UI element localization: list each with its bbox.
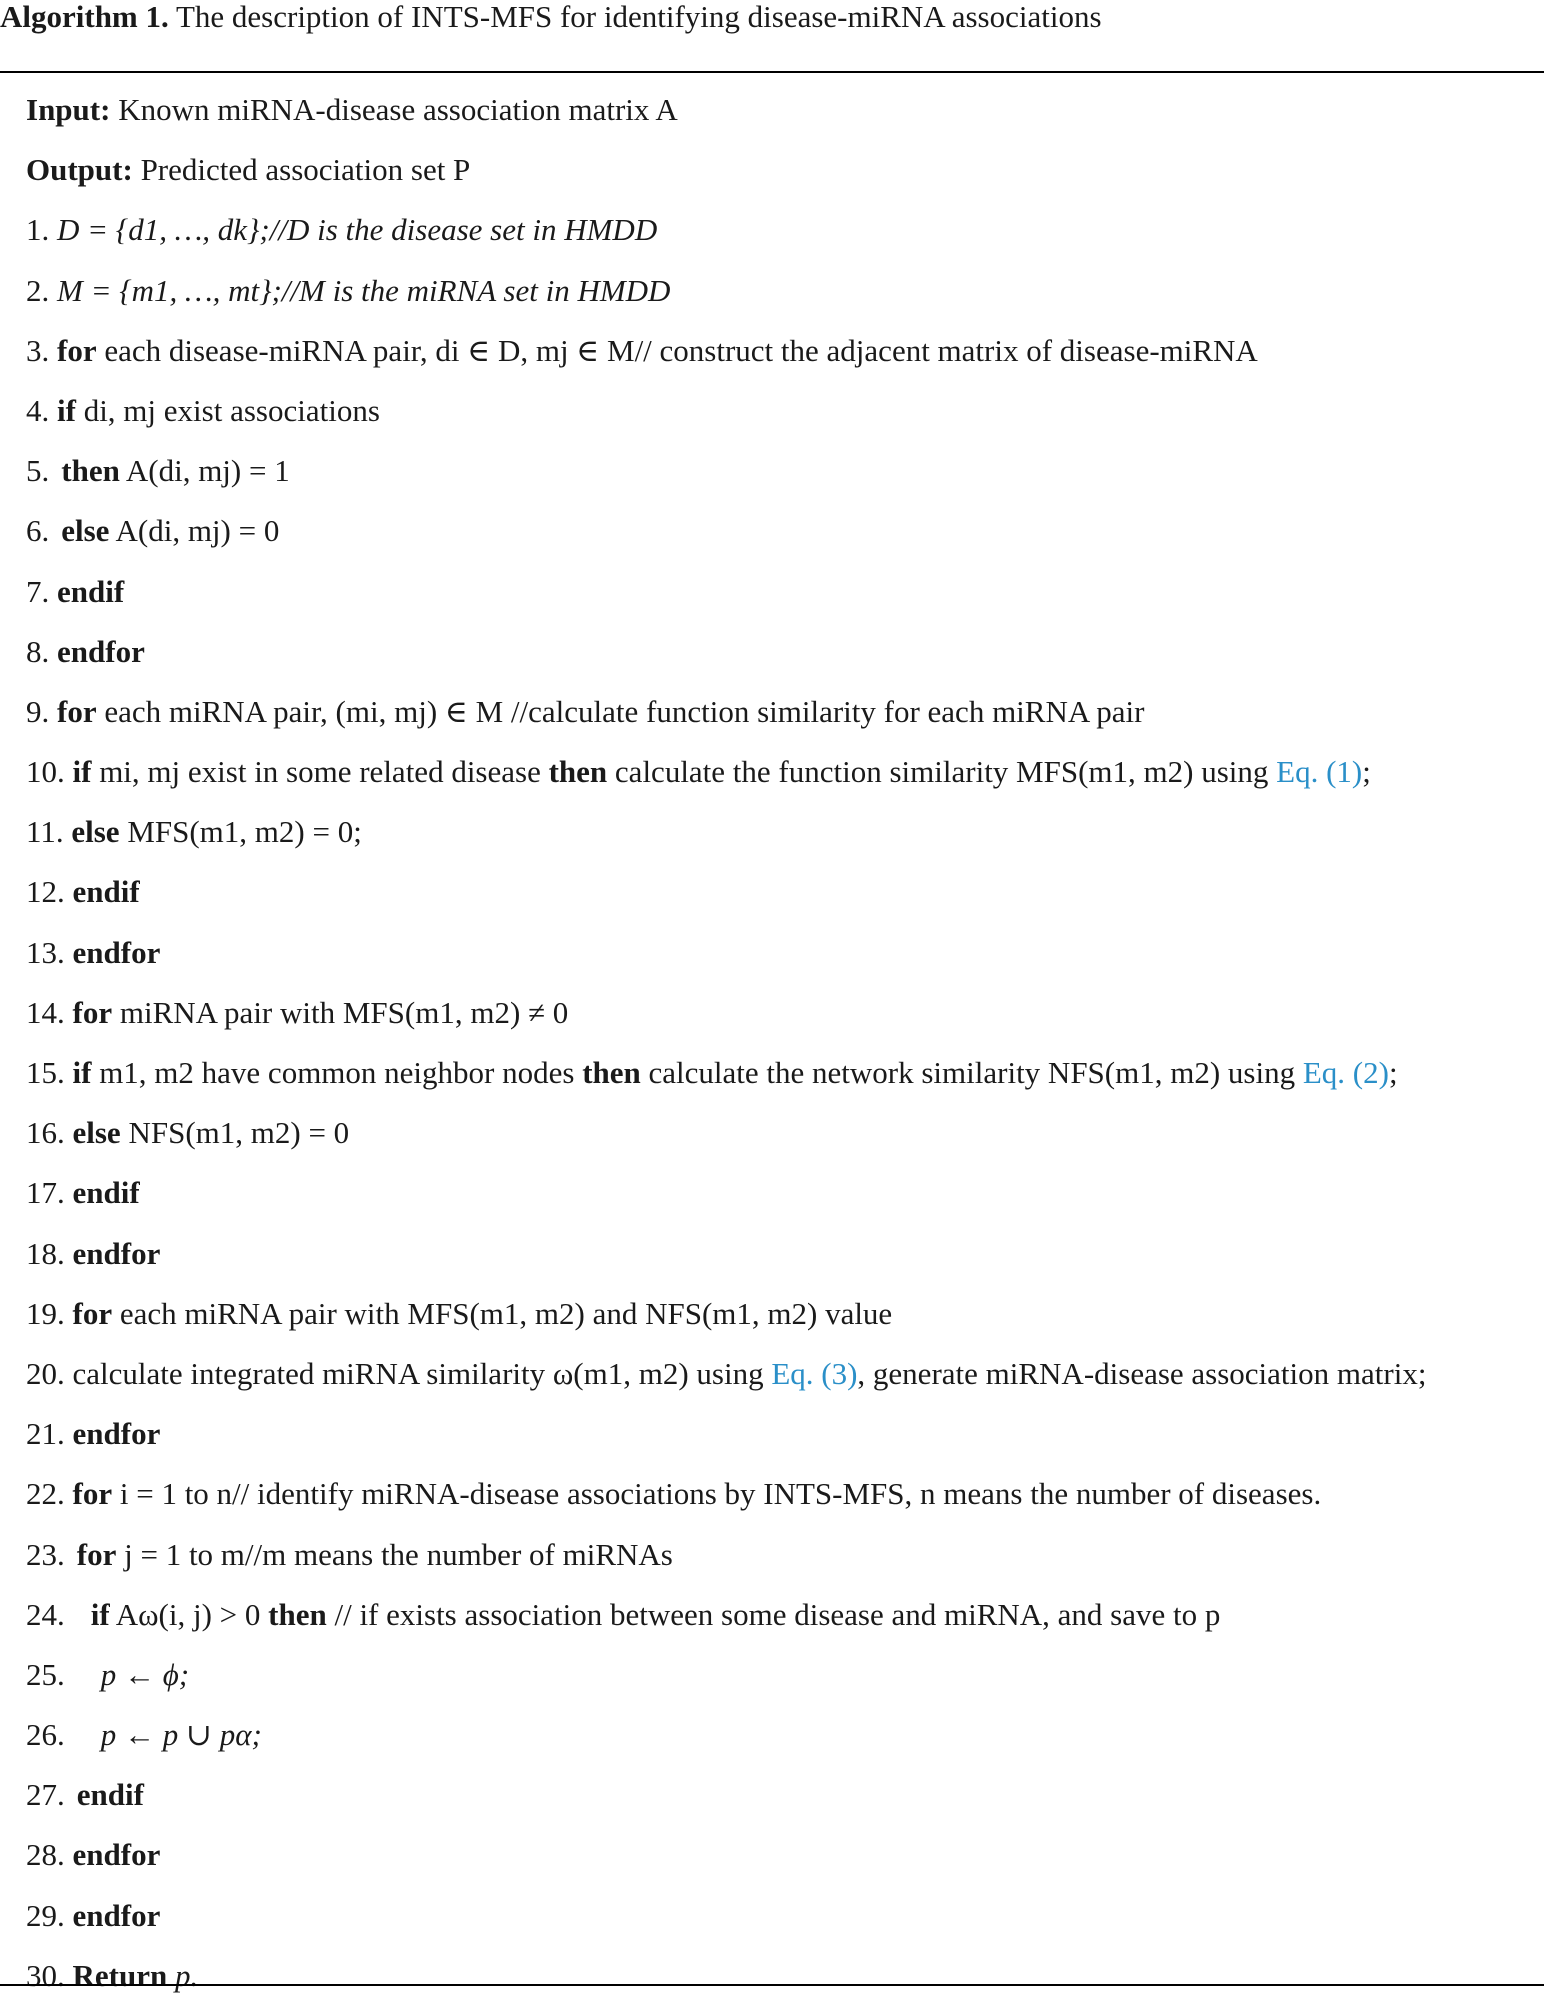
- text-text: M = {m1, …, mt};//M is the miRNA set in HMDD: [57, 272, 671, 308]
- text-num: 11.: [26, 814, 64, 850]
- text-num: 6.: [26, 513, 50, 549]
- step-13: [26, 923, 1544, 983]
- text-text: MFS(m1, m2) = 0;: [127, 814, 362, 850]
- step-2: [26, 261, 1544, 321]
- text-text: each disease-miRNA pair, di ∈ D, mj ∈ M// construct the adjacent matrix of disease-miRNA: [104, 332, 1258, 368]
- step-17: [26, 1163, 1544, 1223]
- text-text: i = 1 to n// identify miRNA-disease associations by INTS-MFS, n means the number of diseases.: [119, 1476, 1322, 1512]
- text-tail: ;: [1362, 754, 1371, 790]
- step-12: [26, 862, 1544, 922]
- text-kw: endfor: [72, 934, 161, 970]
- text-text: p ← p ∪ pα;: [100, 1717, 262, 1753]
- step-20: [26, 1344, 1544, 1404]
- text-num: 10.: [26, 754, 65, 790]
- text-kw: if: [72, 1055, 92, 1090]
- text-num: 8.: [26, 633, 50, 669]
- text-kw: else: [61, 513, 110, 549]
- step-24: [26, 1585, 1544, 1645]
- text-text: D = {d1, …, dk};//D is the disease set in HMDD: [57, 212, 658, 248]
- text-num: 26.: [26, 1717, 65, 1753]
- eq-2-link[interactable]: Eq. (2): [1302, 1055, 1389, 1090]
- text-tail: ;: [1388, 1055, 1398, 1090]
- text-num: 14.: [26, 994, 65, 1030]
- text-text: di, mj exist associations: [83, 392, 380, 428]
- step-16: [26, 1103, 1544, 1163]
- step-11: [26, 802, 1544, 862]
- caption-label: Algorithm 1.: [0, 0, 169, 34]
- text-num: 24.: [26, 1596, 65, 1632]
- text-num: 27.: [26, 1777, 65, 1813]
- text-output-text: Predicted association set P: [140, 152, 471, 188]
- top-rule: [0, 71, 1544, 73]
- step-1: [26, 200, 1544, 260]
- text-text-b: // if exists association between some disease and miRNA, and save to p: [334, 1596, 1221, 1632]
- text-text: each miRNA pair, (mi, mj) ∈ M //calculate function similarity for each miRNA pair: [104, 693, 1145, 729]
- text-num: 30.: [26, 1957, 65, 1993]
- caption-text: The description of INTS-MFS for identifying disease-miRNA associations: [175, 0, 1102, 34]
- input-line: [26, 80, 1544, 140]
- step-14: [26, 983, 1544, 1043]
- bottom-rule: [0, 1984, 1544, 1986]
- step-8: [26, 622, 1544, 682]
- text-kw: endfor: [57, 633, 145, 669]
- step-25: [26, 1645, 1544, 1705]
- text-kw: endfor: [72, 1897, 161, 1933]
- text-kw: endfor: [72, 1235, 161, 1271]
- text-input-label: Input:: [26, 92, 111, 127]
- algorithm-body: [26, 80, 1544, 2006]
- text-kw: for: [76, 1536, 117, 1572]
- text-text-b: calculate the function similarity MFS(m1, m2) using: [614, 754, 1269, 790]
- text-kw: else: [71, 814, 120, 850]
- step-19: [26, 1284, 1544, 1344]
- text-num: 13.: [26, 934, 65, 970]
- text-num: 20.: [26, 1355, 65, 1391]
- text-kw: endfor: [72, 1837, 161, 1873]
- step-9: [26, 682, 1544, 742]
- text-num: 23.: [26, 1536, 65, 1572]
- eq-3-link[interactable]: Eq. (3): [771, 1355, 858, 1391]
- step-10: [26, 742, 1544, 802]
- text-text-b: calculate the network similarity NFS(m1, m2) using: [648, 1055, 1296, 1090]
- text-kw: else: [72, 1115, 121, 1151]
- text-num: 1.: [26, 212, 50, 248]
- text-num: 9.: [26, 693, 50, 729]
- text-text: j = 1 to m//m means the number of miRNAs: [124, 1536, 673, 1572]
- step-22: [26, 1464, 1544, 1524]
- text-kw2: then: [268, 1596, 327, 1632]
- text-output-label: Output:: [26, 152, 133, 188]
- step-29: [26, 1886, 1544, 1946]
- text-kw: for: [57, 332, 97, 368]
- text-kw: for: [72, 994, 113, 1030]
- text-num: 18.: [26, 1235, 65, 1271]
- text-num: 5.: [26, 453, 50, 489]
- text-kw: endif: [72, 1175, 140, 1211]
- text-kw: endif: [72, 874, 140, 910]
- step-23: [26, 1525, 1544, 1585]
- text-num: 21.: [26, 1416, 65, 1452]
- text-kw: if: [90, 1596, 110, 1632]
- step-28: [26, 1825, 1544, 1885]
- text-num: 2.: [26, 272, 50, 308]
- step-30: [26, 1946, 1544, 2006]
- text-text: p.: [174, 1957, 199, 1993]
- text-kw: endif: [76, 1777, 144, 1813]
- text-tail: , generate miRNA-disease association matrix;: [857, 1355, 1427, 1391]
- text-num: 7.: [26, 573, 50, 609]
- text-text: miRNA pair with MFS(m1, m2) ≠ 0: [119, 994, 569, 1030]
- text-num: 15.: [26, 1055, 65, 1090]
- text-num: 3.: [26, 332, 50, 368]
- step-4: [26, 381, 1544, 441]
- text-num: 4.: [26, 392, 50, 428]
- text-num: 29.: [26, 1897, 65, 1933]
- text-kw: for: [72, 1295, 113, 1331]
- step-27: [26, 1765, 1544, 1825]
- text-num: 25.: [26, 1656, 65, 1692]
- step-7: [26, 562, 1544, 622]
- text-kw: endfor: [72, 1416, 161, 1452]
- step-15: [26, 1043, 1544, 1103]
- text-text: p ← ϕ;: [100, 1656, 190, 1692]
- text-text: A(di, mj) = 0: [115, 513, 280, 549]
- output-line: [26, 140, 1544, 200]
- text-num: 17.: [26, 1175, 65, 1211]
- text-kw: if: [57, 392, 76, 428]
- algorithm-caption: [0, 0, 1102, 34]
- text-num: 16.: [26, 1115, 65, 1151]
- text-kw: for: [57, 693, 97, 729]
- text-num: 28.: [26, 1837, 65, 1873]
- text-text: NFS(m1, m2) = 0: [128, 1115, 350, 1151]
- text-num: 12.: [26, 874, 65, 910]
- text-kw: if: [72, 754, 92, 790]
- step-3: [26, 321, 1544, 381]
- text-kw: Return: [72, 1957, 168, 1993]
- text-text-a: mi, mj exist in some related disease: [99, 754, 541, 790]
- text-kw2: then: [582, 1055, 641, 1090]
- text-text-a: calculate integrated miRNA similarity ω(m1, m2) using: [72, 1355, 764, 1391]
- text-text-a: Aω(i, j) > 0: [115, 1596, 261, 1632]
- step-21: [26, 1404, 1544, 1464]
- text-num: 22.: [26, 1476, 65, 1512]
- text-kw: endif: [57, 573, 125, 609]
- eq-1-link[interactable]: Eq. (1): [1276, 754, 1363, 790]
- text-kw: for: [72, 1476, 113, 1512]
- text-kw: then: [61, 453, 120, 489]
- text-text-a: m1, m2 have common neighbor nodes: [99, 1055, 575, 1090]
- step-18: [26, 1224, 1544, 1284]
- step-26: [26, 1705, 1544, 1765]
- text-input-text: Known miRNA-disease association matrix A: [118, 92, 678, 127]
- step-6: [26, 501, 1544, 561]
- text-kw2: then: [548, 754, 608, 790]
- text-text: each miRNA pair with MFS(m1, m2) and NFS(m1, m2) value: [119, 1295, 893, 1331]
- text-text: A(di, mj) = 1: [125, 453, 290, 489]
- text-num: 19.: [26, 1295, 65, 1331]
- step-5: [26, 441, 1544, 501]
